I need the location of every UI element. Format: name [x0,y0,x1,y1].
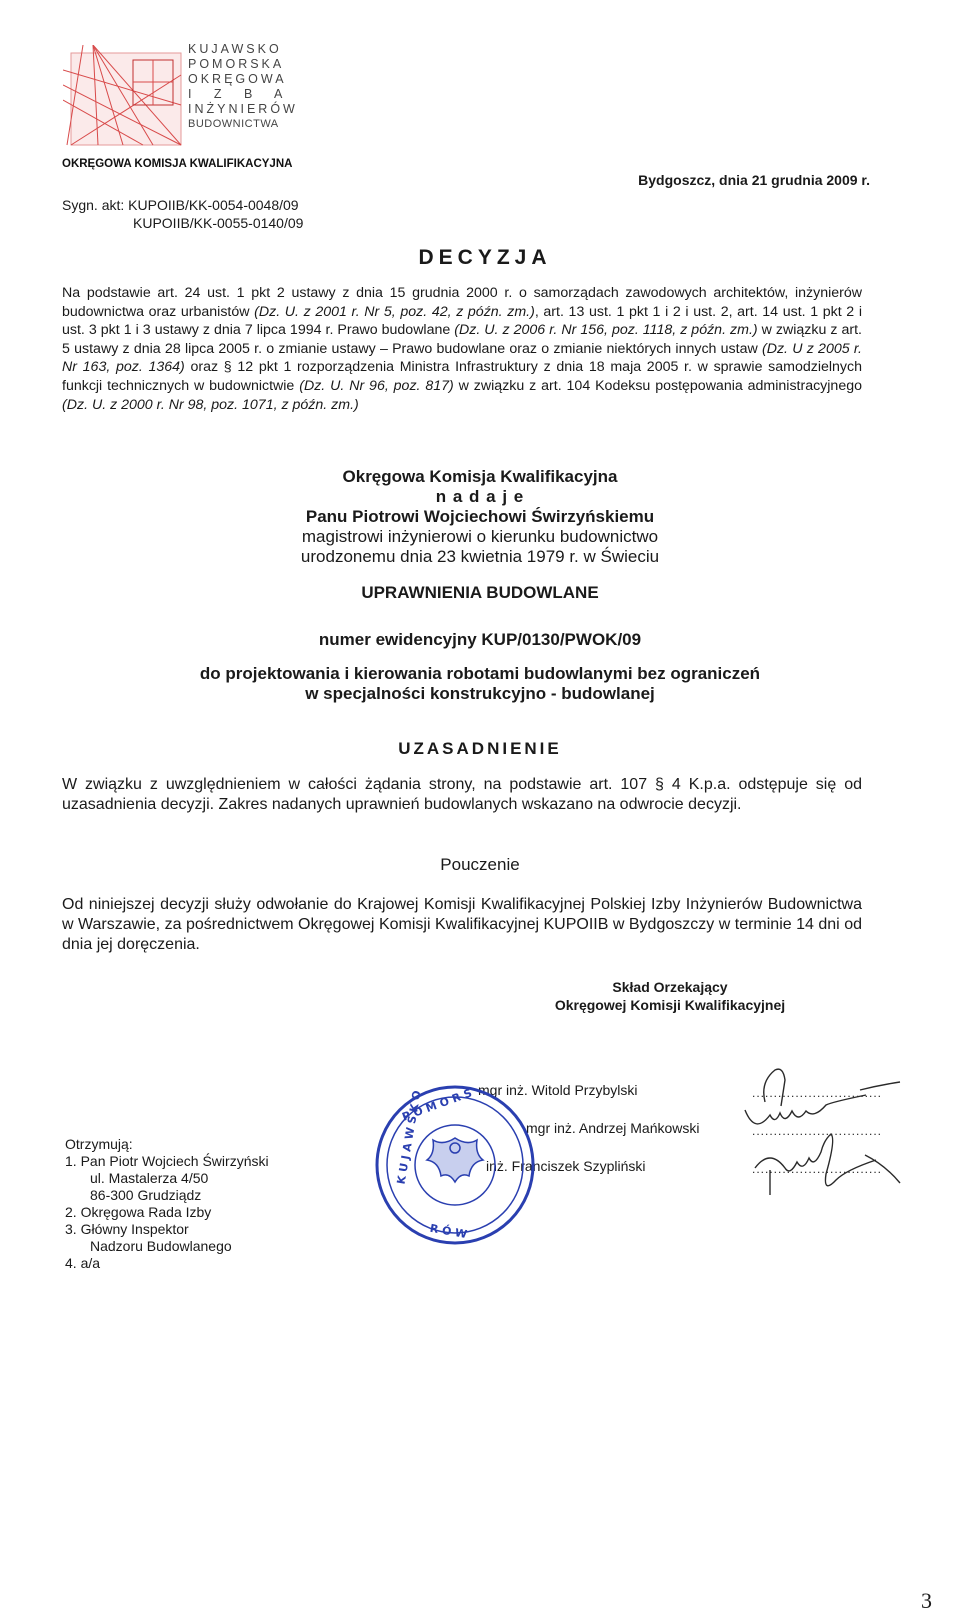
signatures-icon [740,1060,920,1210]
panel-title [540,978,800,1014]
justification-text: W związku z uwzględnieniem w całości żądania strony, na podstawie art. 107 § 4 K.p.a. odstępuje się od uzasadnienia decyzji. Zakres nadanych uprawnień budowlanych wskazano na odwrocie decyzji. [62,776,862,813]
issuer: Okręgowa Komisja Kwalifikacyjna [342,467,618,486]
legal-text: Na podstawie art. 24 ust. 1 pkt 2 ustawy z dnia 15 grudnia 2000 r. o samorządach zawodowych architektów, inżynierów budownictwa oraz urbanistów [62,285,862,320]
birth-info: urodzonemu dnia 23 kwietnia 1979 r. w Świeciu [300,547,660,566]
member-2: mgr inż. Andrzej Mańkowski [526,1120,700,1136]
org-line-5: INŻYNIERÓW [188,102,298,116]
instruction-text: Od niniejszej decyzji służy odwołanie do Krajowej Komisji Kwalifikacyjnej Polskiej Izby Inżynierów Budownictwa w Warszawie, za pośrednictwem Okręgowej Komisji Kwalifikacyjnej KUPOIIB w Bydgoszczy w terminie 14 dni od dnia jej doręczenia. [62,896,862,953]
official-seal-icon [370,1080,540,1250]
legal-citation: (Dz. U. z 2000 r. Nr 98, poz. 1071, z późn. zm.) [62,396,359,413]
legal-text: oraz § 12 pkt 1 rozporządzenia Ministra Infrastruktury z dnia 18 maja 2005 r. w sprawie samodzielnych funkcji technicznych w budownictwie [62,359,862,394]
recipient-name: Panu Piotrowi Wojciechowi Świrzyńskiemu [305,507,655,526]
signature-line-2: .............................. [752,1124,883,1138]
permission-title: UPRAWNIENIA BUDOWLANE [361,583,599,602]
recipients-label: Otrzymują: [65,1136,133,1152]
org-line-2: POMORSKA [188,57,285,71]
org-line-6: BUDOWNICTWA [188,118,279,130]
org-line-4: I Z B A [188,87,286,101]
scope-line-2: w specjalności konstrukcyjno - budowlanej [305,684,655,703]
svg-text:R Ó W: R Ó W [428,1221,469,1242]
recipient-1-city: 86-300 Grudziądz [90,1187,202,1203]
case-reference [62,196,303,232]
legal-text: w związku z art. 5 ustawy z dnia 28 lipca 2005 r. o zmianie ustawy – Prawo budowlane oraz o zmianie niektórych innych ustaw [62,322,862,357]
member-3: inż. Franciszek Szypliński [486,1158,646,1174]
svg-text:K U J A W S K O: K U J A W S K O [394,1089,424,1186]
signature-line-3: .............................. [752,1162,883,1176]
panel-title-2: Okręgowej Komisji Kwalifikacyjnej [554,997,786,1013]
degree: magistrowi inżynierowi o kierunku budownictwo [301,527,659,546]
legal-citation: (Dz. U. z 2006 r. Nr 156, poz. 1118, z późn. zm.) [454,322,758,339]
recipient-1-street: ul. Mastalerza 4/50 [90,1170,209,1186]
panel-title-1: Skład Orzekający [612,979,728,995]
org-line-1: KUJAWSKO [188,42,282,56]
city-date: Bydgoszcz, dnia 21 grudnia 2009 r. [638,172,870,188]
legal-citation: (Dz. U z 2005 r. Nr 163, poz. 1364) [62,340,862,376]
recipient-1: 1. Pan Piotr Wojciech Świrzyński [65,1153,269,1169]
signature-line-1: .............................. [752,1086,883,1100]
page-number: 3 [921,1588,932,1613]
scope [60,664,900,704]
ref-2: KUPOIIB/KK-0055-0140/09 [133,215,304,231]
recipient-3-cont: Nadzoru Budowlanego [90,1238,232,1254]
grant-block [60,467,900,567]
ref-label: Sygn. akt: [62,197,125,213]
org-name [188,42,298,132]
ref-1: KUPOIIB/KK-0054-0048/09 [128,197,299,213]
legal-citation: (Dz. U. z 2001 r. Nr 5, poz. 42, z późn. zm.) [254,303,535,320]
org-line-3: OKRĘGOWA [188,72,287,86]
recipients [65,1136,269,1272]
legal-citation: (Dz. U. Nr 96, poz. 817) [299,377,454,394]
legal-text: , art. 13 ust. 1 pkt 1 i 2 i ust. 2, art. 14 ust. 1 pkt 2 i ust. 3 pkt 1 i 3 ustawy z dnia 7 lipca 1994 r. Prawo budowlane [62,303,862,339]
svg-text:P O M O R S: P O M O R S [400,1086,474,1124]
justification-heading: UZASADNIENIE [398,739,562,758]
recipient-2: 2. Okręgowa Rada Izby [65,1204,212,1220]
recipient-4: 4. a/a [65,1255,101,1271]
member-1: mgr inż. Witold Przybylski [478,1082,638,1098]
recipient-3: 3. Główny Inspektor [65,1221,189,1237]
grant-verb: n a d a j e [435,487,525,506]
registration-number: numer ewidencyjny KUP/0130/PWOK/09 [318,630,642,649]
document-title: DECYZJA [418,246,552,269]
scope-line-1: do projektowania i kierowania robotami budowlanymi bez ograniczeń [199,664,761,683]
legal-basis [62,284,862,414]
legal-text: w związku z art. 104 Kodeksu postępowania administracyjnego [453,377,862,394]
instruction-heading: Pouczenie [440,855,520,874]
commission-name: OKRĘGOWA KOMISJA KWALIFIKACYJNA [62,158,293,170]
chamber-logo-icon [63,45,188,150]
